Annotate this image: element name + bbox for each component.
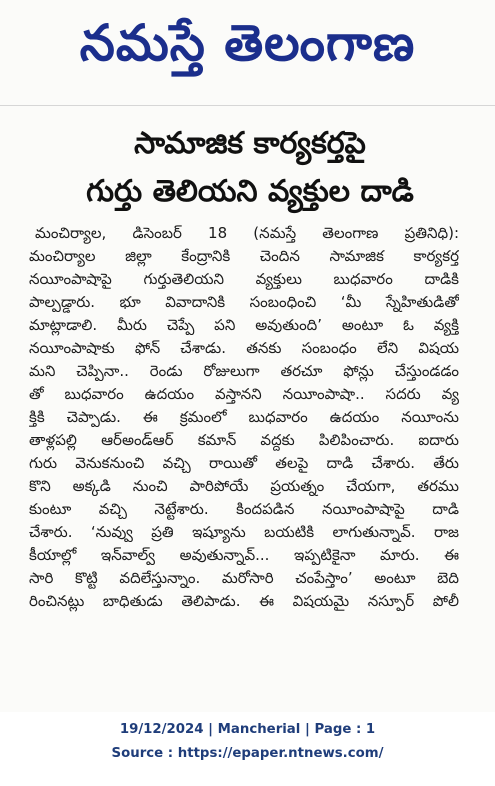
article-line: కొని అక్కడి నుంచి పారిపోయే ప్రయత్నం చేయగా, తరము — [29, 477, 459, 495]
article-line: సారి కొట్టి వదిలేస్తున్నాం. మరోసారి చంపేస్తాం’ అంటూ బెది — [29, 569, 459, 587]
article-line: మాట్లాడాలి. మీరు చెప్పే పని అవుతుంది’ అంటూ ఓ వ్యక్తి — [29, 316, 459, 334]
source-link[interactable]: Source : https://epaper.ntnews.com/ — [111, 746, 384, 761]
article-line: కీయాల్లో ఇన్‌వాల్వ్ అవుతున్నావ్... ఇప్పటికైనా మారు. ఈ — [29, 546, 459, 564]
masthead — [0, 0, 495, 86]
article-line: చేశారు. ‘నువ్వు ప్రతి ఇష్యూను బయటికి లాగుతున్నావ్. రాజ — [29, 523, 459, 541]
masthead-divider — [0, 105, 495, 106]
article-line: పాల్పడ్డారు. భూ వివాదానికి సంబంధించి ‘మీ స్నేహితుడితో — [29, 293, 459, 311]
article-line: మంచిర్యాల జిల్లా కేంద్రానికి చెందిన సామాజిక కార్యకర్త — [29, 247, 459, 265]
article-dateline: మంచిర్యాల, డిసెంబర్ 18 (నమస్తే తెలంగాణ ప్రతినిధి): — [35, 224, 459, 242]
article-line: తాళ్లపల్లి ఆర్‌అండ్‌ఆర్ కమాన్ వద్దకు పిలిపించారు. ఐదారు — [29, 431, 459, 449]
article-headline — [40, 120, 460, 216]
headline-line-1: సామాజిక కార్యకర్తపై — [134, 126, 366, 161]
edition-info: 19/12/2024 | Mancherial | Page : 1 — [119, 722, 376, 737]
newspaper-title: నమస్తే తెలంగాణ — [79, 14, 416, 72]
article-line: నయీంపాషాకు ఫోన్ చేశాడు. తనకు సంబంధం లేని విషయ — [29, 339, 459, 357]
article-line: రించినట్లు బాధితుడు తెలిపాడు. ఈ విషయమై నస్పూర్ పోలీ — [29, 592, 459, 610]
article-line: క్తికి చెప్పాడు. ఈ క్రమంలో బుధవారం ఉదయం నయీంను — [29, 408, 459, 426]
article-line: మని చెప్పినా.. రెండు రోజులుగా తరచూ ఫోన్లు చేస్తుండడం — [29, 362, 459, 380]
article-body — [29, 222, 459, 613]
article-line: గురు వెనుకనుంచి వచ్చి రాయితో తలపై దాడి చేశారు. తేరు — [29, 454, 459, 472]
headline-line-2: గుర్తు తెలియని వ్యక్తుల దాడి — [86, 174, 414, 209]
article-line: కుంటూ వచ్చి నెట్టేశారు. కిందపడిన నయీంపాషాపై దాడి — [29, 500, 459, 518]
article-line: నయీంపాషాపై గుర్తుతెలియని వ్యక్తులు బుధవారం దాడికి — [29, 270, 459, 288]
article-line: తో బుధవారం ఉదయం వస్తానని నయీంపాషా.. సదరు వ్య — [29, 385, 459, 403]
